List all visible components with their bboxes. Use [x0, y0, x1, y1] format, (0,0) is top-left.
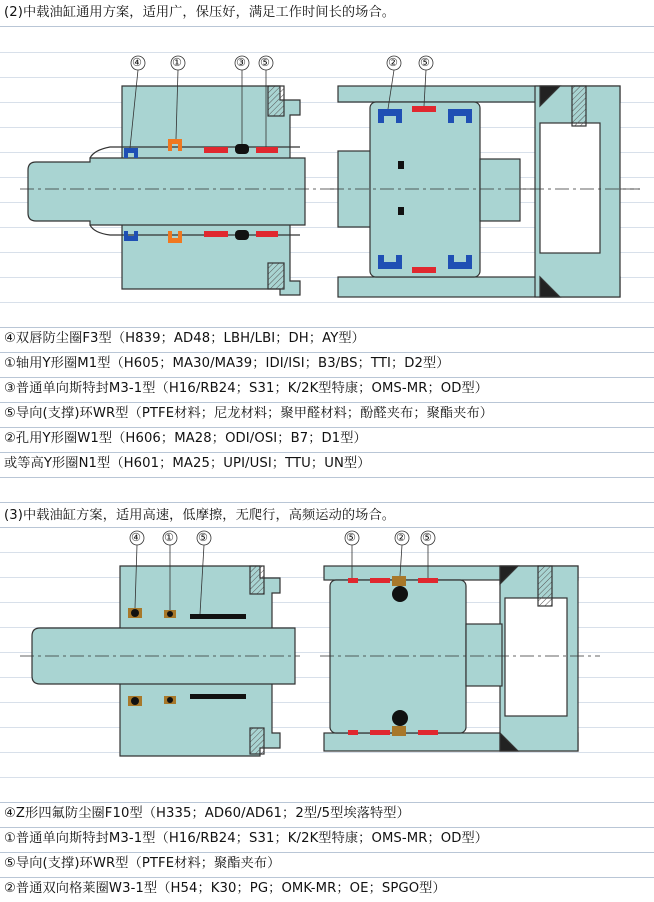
left-gland-assembly: [28, 86, 305, 295]
guide-ring-top-1: [204, 147, 228, 153]
step-seal-top: [235, 144, 249, 154]
left-callout-1: ①: [172, 56, 182, 69]
right-callout-5: ⑤: [420, 56, 430, 69]
section3-item-3: ⑤导向(支撑)环WR型（PTFE材料；聚酯夹布）: [4, 856, 281, 871]
section2-item-3: ③普通单向斯特封M3-1型（H16/RB24；S31；K/2K型特康；OMS-MR；OD型）: [4, 381, 489, 396]
left-callout-4: ④: [132, 56, 142, 69]
section2-item-4: ⑤导向(支撑)环WR型（PTFE材料；尼龙材料；聚甲醛材料；酚醛夹布；聚酯夹布）: [4, 406, 494, 421]
section3-item-2: ①普通单向斯特封M3-1型（H16/RB24；S31；K/2K型特康；OMS-MR；OD型）: [4, 831, 489, 846]
section3-item-4: ②普通双向格莱圈W3-1型（H54；K30；PG；OMK-MR；OE；SPGO型）: [4, 881, 446, 896]
sec3-left-callout-4: ④: [131, 531, 141, 544]
section3-item-1: ④Z形四氟防尘圈F10型（H335；AD60/AD61；2型/5型埃落特型）: [4, 806, 410, 821]
section2-item-2: ①轴用Y形圈M1型（H605；MA30/MA39；IDI/ISI；B3/BS；TTI；D2型）: [4, 356, 450, 371]
sec3-right-callout-2: ②: [396, 531, 406, 544]
section2-item-1: ④双唇防尘圈F3型（H839；AD48；LBH/LBI；DH；AY型）: [4, 331, 365, 346]
section3-heading: (3)中载油缸方案，适用高速，低摩擦，无爬行，高频运动的场合。: [4, 508, 396, 523]
sec3-right-callout-5b: ⑤: [422, 531, 432, 544]
sec3-left-callout-1: ①: [164, 531, 174, 544]
sec3-left-callout-5: ⑤: [198, 531, 208, 544]
section2-seal-diagram: [0, 27, 654, 327]
guide-ring-top-2: [256, 147, 278, 153]
right-callout-2: ②: [388, 56, 398, 69]
sec3-right-callout-5a: ⑤: [346, 531, 356, 544]
section2-item-5: ②孔用Y形圈W1型（H606；MA28；ODI/OSI；B7；D1型）: [4, 431, 367, 446]
section3-seal-diagram: [0, 528, 654, 798]
left-callout-3: ③: [236, 56, 246, 69]
section2-item-6: 或等高Y形圈N1型（H601；MA25；UPI/USI；TTU；UN型）: [4, 456, 371, 471]
section2-heading: (2)中载油缸通用方案，适用广，保压好，满足工作时间长的场合。: [4, 5, 396, 20]
left-callout-5: ⑤: [260, 56, 270, 69]
